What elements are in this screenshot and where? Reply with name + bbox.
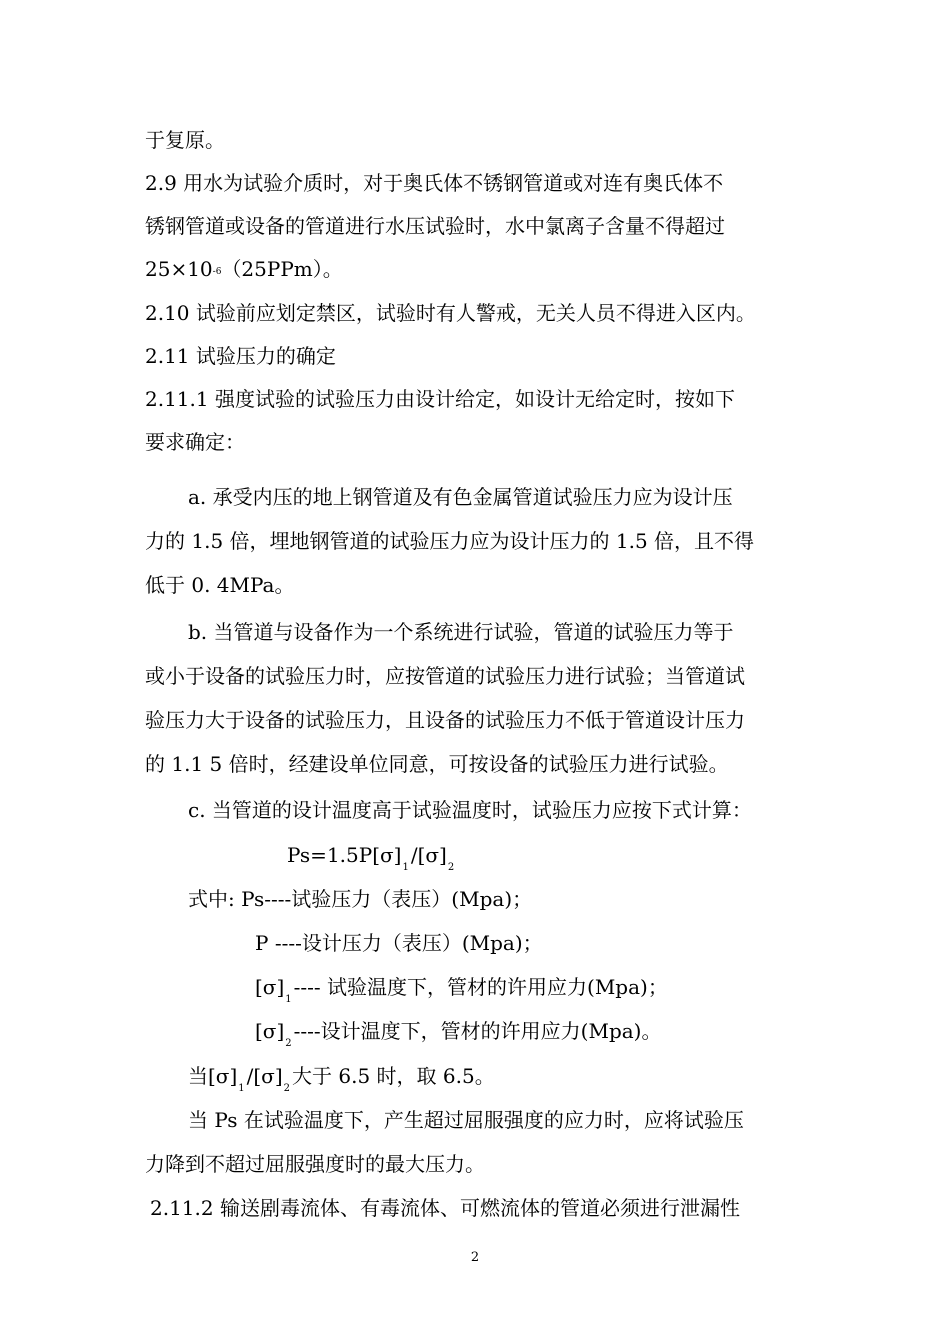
text-line: 力的 1.5 倍，埋地钢管道的试验压力应为设计压力的 1.5 倍，且不得 <box>145 529 755 553</box>
formula-part: /[σ] <box>410 843 447 867</box>
text-line: 式中: Ps----试验压力（表压）(Mpa)； <box>188 887 533 911</box>
text-line: 2.11.2 输送剧毒流体、有毒流体、可燃流体的管道必须进行泄漏性 <box>150 1196 740 1220</box>
text-line: 的 1.1 5 倍时，经建设单位同意，可按设备的试验压力进行试验。 <box>145 752 729 776</box>
text-line: 2.11.1 强度试验的试验压力由设计给定，如设计无给定时，按如下 <box>145 387 735 411</box>
text-line <box>145 257 343 286</box>
text-line: 2.10 试验前应划定禁区，试验时有人警戒，无关人员不得进入区内。 <box>145 301 756 325</box>
subscript: 2 <box>285 1038 292 1049</box>
text-run: 25×10 <box>145 257 213 281</box>
text-line: 或小于设备的试验压力时，应按管道的试验压力进行试验；当管道试 <box>145 664 745 688</box>
text-line: b. 当管道与设备作为一个系统进行试验，管道的试验压力等于 <box>188 620 734 644</box>
text-run: 当[σ] <box>188 1064 238 1088</box>
text-line: 要求确定： <box>145 430 245 454</box>
text-line <box>188 1064 495 1093</box>
text-line: 低于 0. 4MPa。 <box>145 573 295 597</box>
text-run: （25PPm）。 <box>221 257 343 281</box>
formula-part: Ps=1.5P[σ] <box>287 843 402 867</box>
text-run: ---- 试验温度下，管材的许用应力(Mpa)； <box>293 975 668 999</box>
text-line: 2.9 用水为试验介质时，对于奥氏体不锈钢管道或对连有奥氏体不 <box>145 171 724 195</box>
subscript: 1 <box>238 1083 245 1094</box>
text-line <box>255 1019 661 1048</box>
text-line: 锈钢管道或设备的管道进行水压试验时，水中氯离子含量不得超过 <box>145 214 725 238</box>
text-line: 2.11 试验压力的确定 <box>145 344 336 368</box>
text-run: /[σ] <box>246 1064 283 1088</box>
text-line: c. 当管道的设计温度高于试验温度时，试验压力应按下式计算： <box>188 798 752 822</box>
page-number: 2 <box>470 1250 480 1265</box>
text-line: 当 Ps 在试验温度下，产生超过屈服强度的应力时，应将试验压 <box>188 1108 744 1132</box>
superscript: -6 <box>212 267 222 277</box>
text-line: 于复原。 <box>145 128 225 152</box>
text-run: ----设计温度下，管材的许用应力(Mpa)。 <box>293 1019 662 1043</box>
text-line: 力降到不超过屈服强度时的最大压力。 <box>145 1152 485 1176</box>
subscript: 1 <box>402 862 409 873</box>
text-line: a. 承受内压的地上钢管道及有色金属管道试验压力应为设计压 <box>188 485 733 509</box>
text-line: 验压力大于设备的试验压力，且设备的试验压力不低于管道设计压力 <box>145 708 745 732</box>
subscript: 1 <box>285 994 292 1005</box>
formula <box>287 843 456 872</box>
text-run: [σ] <box>255 1019 285 1043</box>
subscript: 2 <box>447 862 455 873</box>
text-run: [σ] <box>255 975 285 999</box>
text-run: 大于 6.5 时，取 6.5。 <box>292 1064 495 1088</box>
text-line <box>255 975 668 1004</box>
text-line: P ----设计压力（表压）(Mpa)； <box>255 931 543 955</box>
subscript: 2 <box>283 1083 291 1094</box>
